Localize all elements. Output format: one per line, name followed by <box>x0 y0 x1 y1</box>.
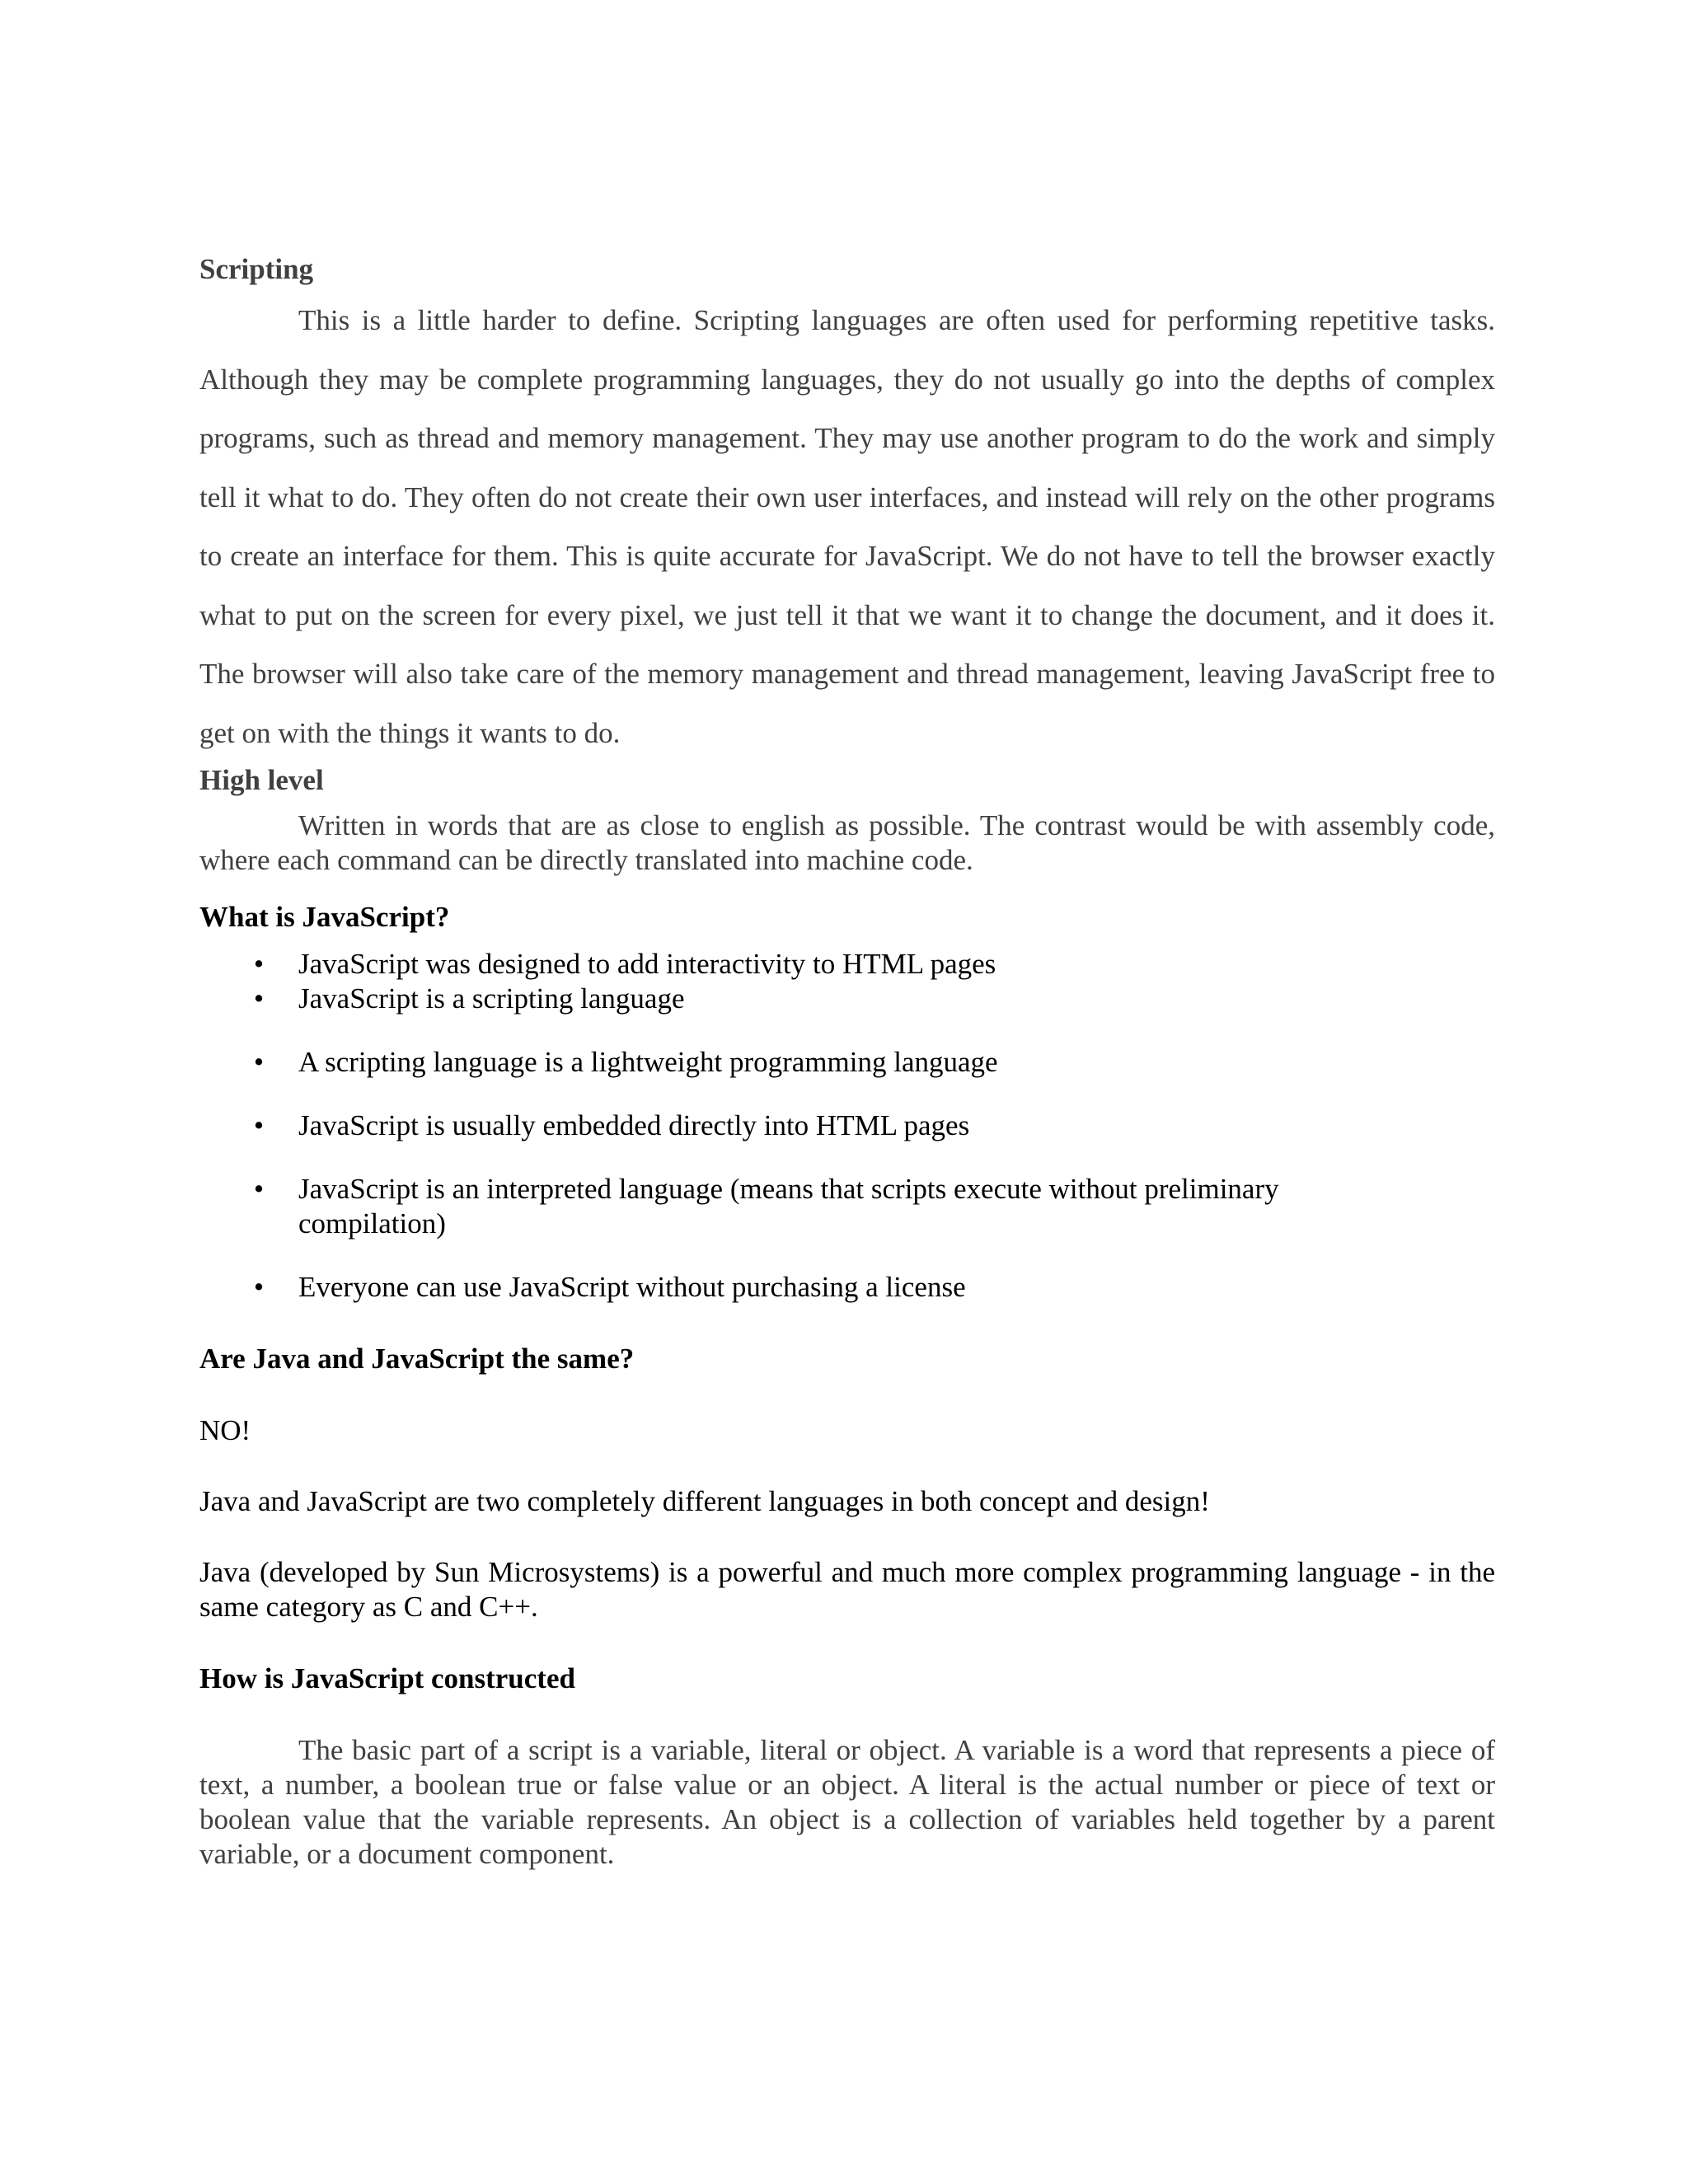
high-level-paragraph: Written in words that are as close to english as possible. The contrast would be with assembly code, where each command can be directly translated into machine code. <box>199 809 1495 876</box>
list-item <box>199 1172 1495 1241</box>
how-constructed-heading: How is JavaScript constructed <box>199 1662 575 1694</box>
list-item-text: JavaScript is an interpreted language (means that scripts execute without preliminary compilation) <box>298 1173 1279 1240</box>
list-item <box>199 1108 1495 1143</box>
bullet-icon: • <box>253 1271 265 1303</box>
list-item-text: A scripting language is a lightweight programming language <box>298 1046 998 1078</box>
javascript-facts-list <box>199 947 1495 1305</box>
java-description-paragraph: Java (developed by Sun Microsystems) is a powerful and much more complex programming language - in the same category as C and C++. <box>199 1556 1495 1623</box>
java-vs-javascript-heading: Are Java and JavaScript the same? <box>199 1343 635 1375</box>
list-item-text: JavaScript is a scripting language <box>298 982 685 1015</box>
bullet-icon: • <box>253 1109 265 1141</box>
list-item-text: Everyone can use JavaScript without purchasing a license <box>298 1271 966 1303</box>
scripting-paragraph: This is a little harder to define. Scripting languages are often used for performing repetitive tasks. Although they may be complete programming languages, they do not usually go into the depths of complex programs, such as thread and memory management. They may use another program to do the work and simply tell it what to do. They often do not create their own user interfaces, and instead will rely on the other programs to create an interface for them. This is quite accurate for JavaScript. We do not have to tell the browser exactly what to put on the screen for every pixel, we just tell it that we want it to change the document, and it does it. The browser will also take care of the memory management and thread management, leaving JavaScript free to get on with the things it wants to do. <box>199 304 1495 749</box>
bullet-icon: • <box>253 1173 265 1205</box>
scripting-heading: Scripting <box>199 253 314 285</box>
document-body <box>199 251 1495 1872</box>
constructed-paragraph: The basic part of a script is a variable, literal or object. A variable is a word that represents a piece of text, a number, a boolean true or false value or an object. A literal is the actual number or piece of text or boolean value that the variable represents. An object is a collection of variables held together by a parent variable, or a document component. <box>199 1734 1495 1870</box>
list-item <box>199 1045 1495 1080</box>
list-item <box>199 947 1495 982</box>
what-is-javascript-heading: What is JavaScript? <box>199 901 450 933</box>
bullet-icon: • <box>253 982 265 1015</box>
list-item-text: JavaScript is usually embedded directly into HTML pages <box>298 1109 970 1141</box>
bullet-icon: • <box>253 948 265 980</box>
bullet-icon: • <box>253 1046 265 1078</box>
list-item <box>199 982 1495 1016</box>
high-level-heading: High level <box>199 764 324 796</box>
difference-paragraph: Java and JavaScript are two completely different languages in both concept and design! <box>199 1485 1210 1517</box>
answer-text: NO! <box>199 1414 251 1446</box>
list-item-text: JavaScript was designed to add interactivity to HTML pages <box>298 948 996 980</box>
list-item <box>199 1270 1495 1305</box>
